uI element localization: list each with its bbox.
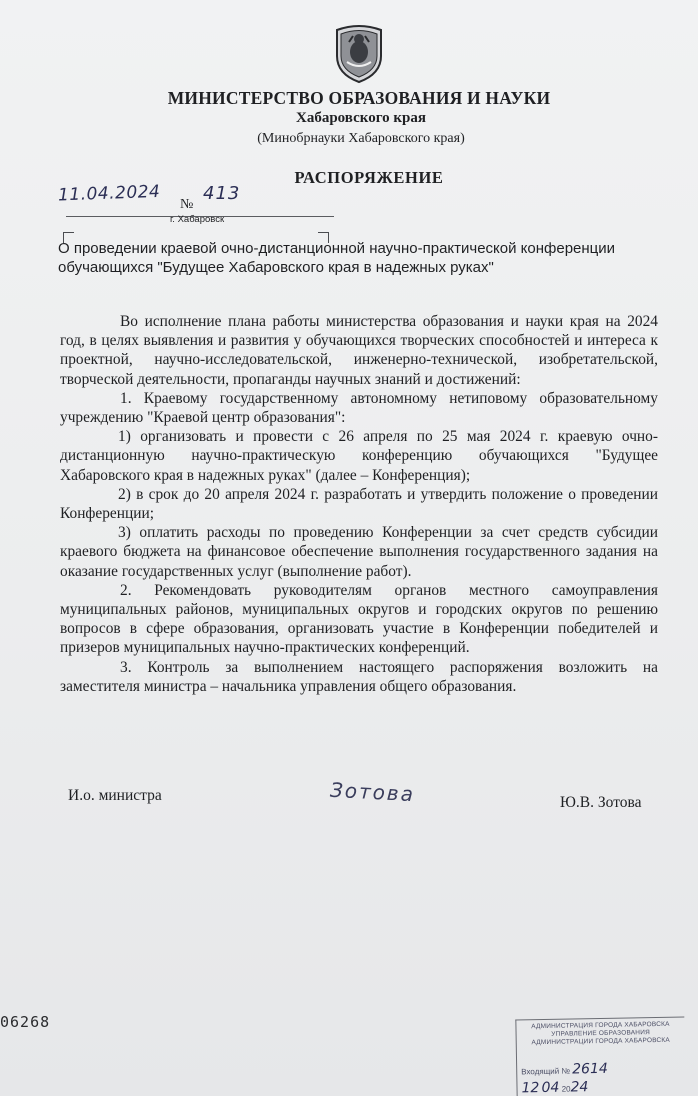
org-title: МИНИСТЕРСТВО ОБРАЗОВАНИЯ И НАУКИ [167,88,551,108]
stamp-line-1: АДМИНИСТРАЦИЯ ГОРОДА ХАБАРОВСКА [531,1020,670,1031]
document-subject: О проведении краевой очно-дистанционной научно-практической конференции обучающихся "Будущее Хабаровского края в надежных руках" [58,240,616,276]
item-1-1: 1) организовать и провести с 26 апреля по 25 мая 2024 г. краевую очно-дистанционную научно-практическую конференцию обучающихся "Будущее Хабаровского края в надежных руках" (далее – Конференция); [60,428,658,484]
item-2: 2. Рекомендовать руководителям органов местного самоуправления муниципальных районов, муниципальных округов и городских округов по решению вопросов в сфере образования, организовать участие в Конференции победителей и призеров муниципальных научно-практических конференций. [60,581,658,657]
city-label: г. Хабаровск [170,214,225,225]
item-1: 1. Краевому государственному автономному нетиповому образовательному учреждению "Краевой центр образования": [60,389,658,427]
stamp-line-3: АДМИНИСТРАЦИИ ГОРОДА ХАБАРОВСКА [531,1036,670,1047]
handwritten-signature: Зотова [329,777,416,807]
stamp-in-label: Входящий № [521,1066,571,1077]
number-label: № [180,197,194,212]
item-1-2: 2) в срок до 20 апреля 2024 г. разработать и утвердить положение о проведении Конференции; [60,485,658,523]
stamp-number-row [521,1061,608,1079]
handwritten-date: 11.04.2024 [57,181,161,206]
intro-paragraph: Во исполнение плана работы министерства образования и науки края на 2024 год, в целях выявления и развития у обучающихся творческих способностей и интереса к проектной, научно-исследовательской, инженерно-технической, изобретательской, творческой деятельности, пропаганды научных знаний и достижений: [60,313,658,388]
org-short-name: (Минобрнауки Хабаровского края) [257,131,465,146]
item-1-3: 3) оплатить расходы по проведению Конференции за счет средств субсидии краевого бюджета на финансовое обеспечение выполнения государственного задания на оказание государственных услуг (выполнение работ). [60,524,658,580]
stamp-date-month: 04 [541,1079,560,1096]
document-body [60,312,658,696]
stamp-date-year-prefix: 20 [561,1084,571,1094]
org-region: Хабаровского края [296,110,426,126]
stamp-in-number: 2614 [572,1060,608,1078]
incoming-stamp [515,1017,685,1096]
stamp-date-row [521,1079,588,1096]
item-3: 3. Контроль за выполнением настоящего распоряжения возложить на заместителя министра – начальника управления общего образования. [60,658,658,695]
stamp-date-year: 24 [570,1079,589,1096]
handwritten-number: 413 [203,183,241,204]
signer-position: И.о. министра [68,787,162,804]
signer-name: Ю.В. Зотова [560,794,642,811]
stamp-line-2: УПРАВЛЕНИЕ ОБРАЗОВАНИЯ [551,1029,650,1038]
document-type: РАСПОРЯЖЕНИЕ [294,168,444,187]
stamp-date-day: 12 [521,1080,540,1096]
coat-of-arms-icon [331,22,387,84]
serial-number: 06268 [0,1013,51,1031]
